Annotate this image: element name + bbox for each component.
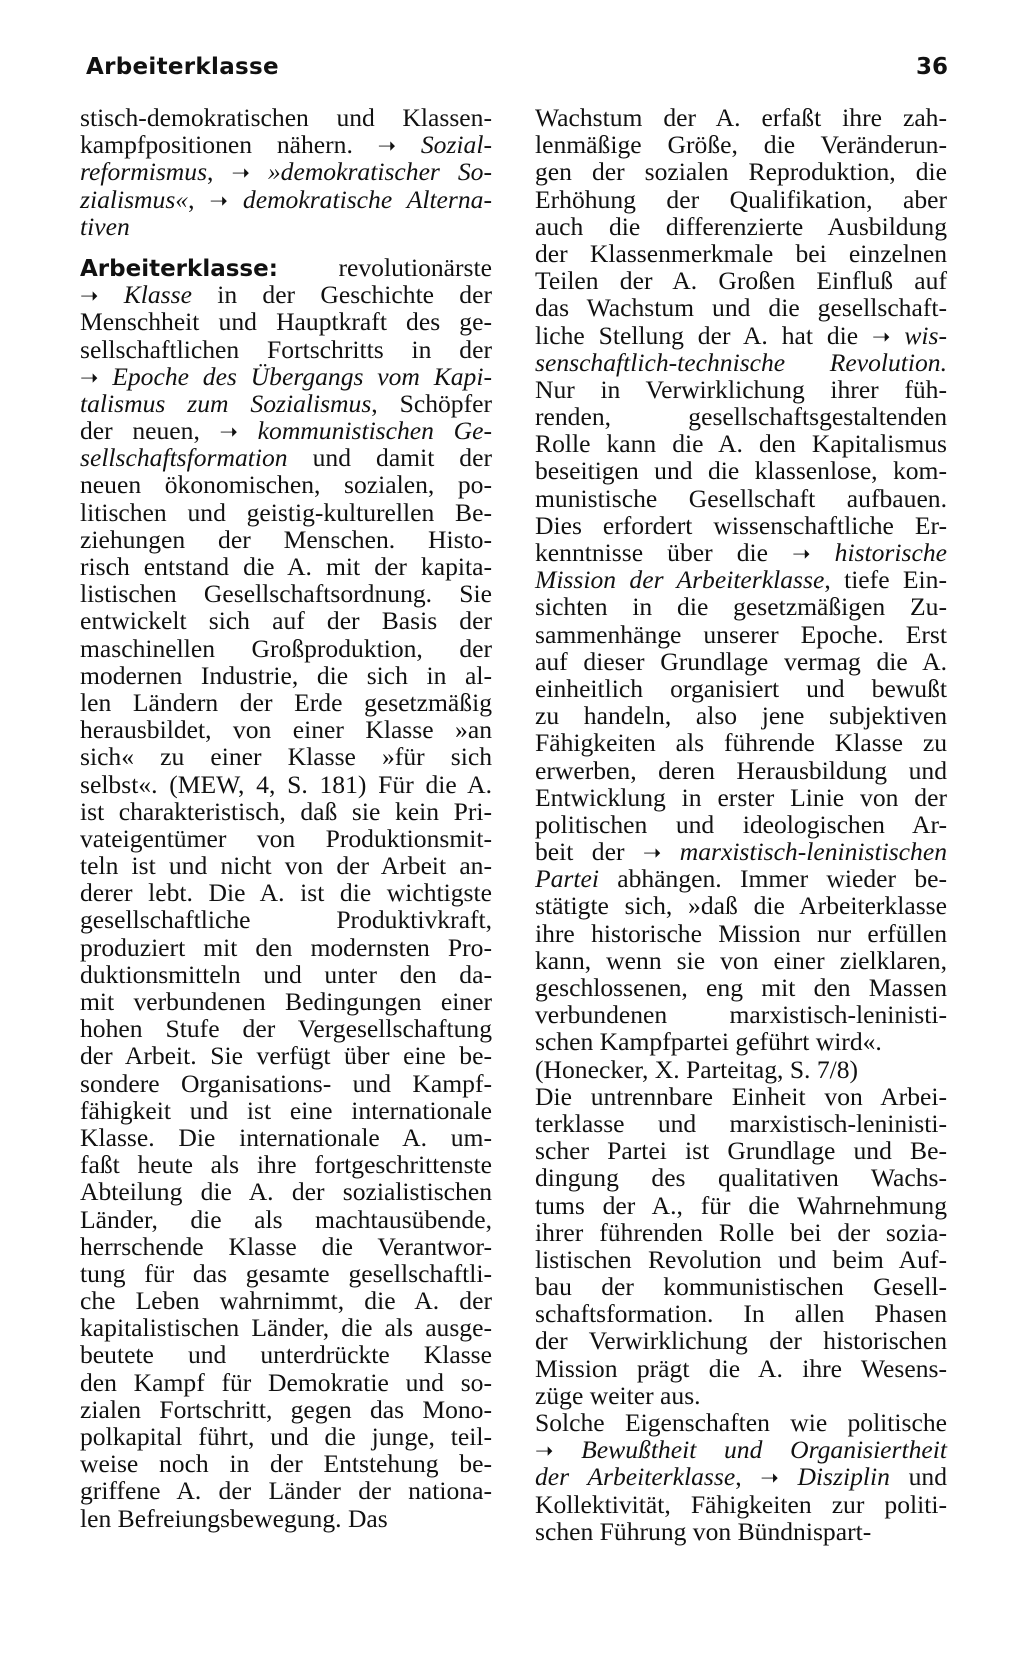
- text-line: Menschheit und Hauptkraft des ge-: [80, 307, 492, 337]
- text-line: scher Partei ist Grundlage und Be-: [535, 1136, 947, 1166]
- text-line: Nur in Verwirklichung ihrer füh-: [535, 374, 947, 404]
- text-line: tung für das gesamte gesellschaftli-: [80, 1258, 492, 1288]
- text-line: sich« zu einer Klasse »für sich: [80, 742, 492, 772]
- text-line: schaftsformation. In allen Phasen: [535, 1299, 947, 1329]
- arrow-right-icon: ➝: [231, 160, 250, 186]
- text-line: schen Führung von Bündnispart-: [535, 1516, 872, 1546]
- text-line: den Kampf für Demokratie und so-: [80, 1367, 492, 1397]
- text-line: fähigkeit und ist eine internationale: [80, 1095, 492, 1125]
- text-line: weise noch in der Entstehung be-: [80, 1449, 492, 1479]
- text-line: bau der kommunistischen Gesell-: [535, 1272, 947, 1302]
- text-line: Kollektivität, Fähigkeiten zur politi-: [535, 1489, 947, 1519]
- text-line: teln ist und nicht von der Arbeit an-: [80, 851, 492, 881]
- text-line: Klasse. Die internationale A. um-: [80, 1122, 492, 1152]
- arrow-right-icon: ➝: [377, 133, 397, 159]
- text-line: politischen und ideologischen Ar-: [535, 809, 947, 839]
- text-line: der Klassenmerkmale bei einzelnen: [535, 238, 947, 268]
- arrow-right-icon: ➝: [792, 541, 811, 566]
- text-line: der neuen, ➝ kommunistischen Ge-: [80, 416, 492, 446]
- text-line: derer lebt. Die A. ist die wichtigste: [80, 878, 492, 908]
- text-line: züge weiter aus.: [535, 1380, 701, 1410]
- paragraph-gap: [80, 240, 492, 254]
- text-line: lenmäßige Größe, die Veränderun-: [535, 130, 947, 160]
- page-number: 36: [915, 54, 948, 80]
- text-line: stätigte sich, »daß die Arbeiterklasse: [535, 891, 947, 921]
- left-column: [80, 104, 492, 1532]
- text-line: der Verwirklichung der historischen: [535, 1326, 947, 1356]
- text-line: sondere Organisations- und Kampf-: [80, 1068, 492, 1098]
- text-line: Länder, die als machtausübende,: [80, 1204, 492, 1234]
- text-line: der Arbeit. Sie verfügt über eine be-: [80, 1041, 492, 1071]
- text-line: vateigentümer von Produktionsmit-: [80, 823, 492, 853]
- text-line: Teilen der A. Großen Einfluß auf: [535, 266, 947, 296]
- text-line: talismus zum Sozialismus, Schöpfer: [80, 388, 493, 418]
- text-line: sellschaftsformation und damit der: [80, 443, 492, 473]
- text-line: kampfpositionen nähern. ➝ Sozial-: [80, 130, 492, 160]
- text-line: der Arbeiterklasse, ➝ Disziplin und: [535, 1462, 947, 1492]
- text-line: ist charakteristisch, daß sie kein Pri-: [80, 796, 492, 826]
- text-line: sellschaftlichen Fortschritts in der: [80, 334, 492, 364]
- text-line: mit verbundenen Bedingungen einer: [80, 987, 492, 1016]
- text-line: ihrer führenden Rolle bei der sozia-: [535, 1217, 947, 1247]
- arrow-right-icon: ➝: [209, 187, 228, 213]
- text-line: Mission prägt die A. ihre Wesens-: [535, 1353, 947, 1383]
- text-line: munistische Gesellschaft aufbauen.: [535, 483, 947, 513]
- text-line: Solche Eigenschaften wie politische: [535, 1408, 947, 1437]
- text-line: sammenhänge unserer Epoche. Erst: [535, 619, 947, 649]
- text-line: renden, gesellschaftsgestaltenden: [535, 402, 947, 432]
- arrow-right-icon: ➝: [642, 840, 662, 866]
- text-line: griffene A. der Länder der nationa-: [80, 1476, 492, 1506]
- text-line: modernen Industrie, die sich in al-: [80, 660, 492, 690]
- text-line: liche Stellung der A. hat die ➝ wis-: [535, 320, 947, 350]
- text-line: polkapital führt, und die junge, teil-: [80, 1422, 492, 1451]
- text-line: stisch-demokratischen und Klassen-: [80, 103, 492, 132]
- text-line: gen der sozialen Reproduktion, die: [535, 157, 947, 187]
- text-line: herrschende Klasse die Verantwor-: [80, 1231, 492, 1261]
- text-line: entwickelt sich auf der Basis der: [80, 606, 492, 636]
- text-line: maschinellen Großproduktion, der: [80, 633, 492, 663]
- text-line: tiven: [80, 211, 130, 241]
- text-line: Abteilung die A. der sozialistischen: [80, 1177, 492, 1207]
- text-line: Rolle kann die A. den Kapitalismus: [535, 429, 947, 459]
- text-line: Arbeiterklasse: revolutionärste: [80, 252, 492, 282]
- text-line: das Wachstum und die gesellschaft-: [535, 293, 947, 323]
- page-header: [86, 54, 948, 94]
- text-line: ihre historische Mission nur erfüllen: [535, 918, 947, 948]
- text-line: senschaftlich-technische Revolution.: [535, 347, 947, 377]
- running-head: Arbeiterklasse: [86, 54, 279, 80]
- text-line: len Ländern der Erde gesetzmäßig: [80, 687, 492, 717]
- text-line: che Leben wahrnimmt, die A. der: [80, 1286, 492, 1316]
- text-line: Erhöhung der Qualifikation, aber: [535, 184, 947, 214]
- text-line: schen Kampfpartei geführt wird«.: [535, 1027, 882, 1057]
- text-line: auf dieser Grundlage vermag die A.: [535, 646, 947, 676]
- arrow-right-icon: ➝: [760, 1465, 779, 1491]
- arrow-right-icon: ➝: [80, 364, 99, 390]
- text-line: Partei abhängen. Immer wieder be-: [535, 864, 947, 894]
- text-line: dingung des qualitativen Wachs-: [535, 1163, 947, 1193]
- text-line: ➝ Epoche des Übergangs vom Kapi-: [80, 361, 492, 391]
- text-line: verbundenen marxistisch-leninisti-: [535, 1000, 947, 1030]
- text-line: (Honecker, X. Parteitag, S. 7/8): [535, 1054, 859, 1084]
- text-line: beseitigen und die klassenlose, kom-: [535, 456, 947, 486]
- text-line: duktionsmitteln und unter den da-: [80, 959, 492, 989]
- text-line: risch entstand die A. mit der kapita-: [80, 552, 492, 581]
- text-line: Wachstum der A. erfaßt ihre zah-: [535, 103, 947, 132]
- text-line: Entwicklung in erster Linie von der: [535, 782, 947, 812]
- text-line: litischen und geistig-kulturellen Be-: [80, 497, 492, 527]
- text-line: zu handeln, also jene subjektiven: [535, 701, 947, 731]
- text-line: geschlossenen, eng mit den Massen: [535, 973, 947, 1002]
- arrow-right-icon: ➝: [80, 283, 99, 309]
- text-line: tums der A., für die Wahrnehmung: [535, 1190, 947, 1220]
- right-column: [535, 104, 947, 1545]
- text-line: zialismus«, ➝ demokratische Alterna-: [80, 184, 492, 214]
- text-line: gesellschaftliche Produktivkraft,: [80, 905, 492, 935]
- text-line: reformismus, ➝ »demokratischer So-: [80, 157, 492, 187]
- text-line: Die untrennbare Einheit von Arbei-: [535, 1081, 947, 1111]
- text-line: herausbildet, von einer Klasse »an: [80, 715, 492, 745]
- text-line: kapitalistischen Länder, die als ausge-: [80, 1313, 492, 1343]
- text-line: sichten in die gesetzmäßigen Zu-: [535, 592, 947, 622]
- text-line: Mission der Arbeiterklasse, tiefe Ein-: [535, 565, 947, 595]
- text-line: zialen Fortschritt, gegen das Mono-: [80, 1394, 492, 1424]
- arrow-right-icon: ➝: [872, 323, 891, 349]
- text-line: listischen Revolution und beim Auf-: [535, 1244, 947, 1274]
- text-line: erwerben, deren Herausbildung und: [535, 755, 947, 785]
- text-line: kann, wenn sie von einer zielklaren,: [535, 945, 947, 975]
- arrow-right-icon: ➝: [535, 1438, 554, 1464]
- text-line: hohen Stufe der Vergesellschaftung: [80, 1014, 492, 1044]
- text-line: einheitlich organisiert und bewußt: [535, 673, 947, 703]
- entry-headword: Arbeiterklasse:: [80, 255, 278, 282]
- text-line: terklasse und marxistisch-leninisti-: [535, 1108, 947, 1138]
- arrow-right-icon: ➝: [219, 419, 238, 445]
- text-line: Dies erfordert wissenschaftliche Er-: [535, 510, 947, 540]
- text-line: faßt heute als ihre fortgeschrittenste: [80, 1150, 492, 1180]
- text-line: listischen Gesellschaftsordnung. Sie: [80, 579, 492, 609]
- text-line: produziert mit den modernsten Pro-: [80, 932, 492, 962]
- text-line: beit der ➝ marxistisch-leninistischen: [535, 837, 947, 867]
- text-line: ➝ Bewußtheit und Organisiertheit: [535, 1435, 947, 1465]
- text-line: kenntnisse über die ➝ historische: [535, 538, 947, 567]
- text-line: selbst«. (MEW, 4, S. 181) Für die A.: [80, 769, 492, 799]
- text-line: ziehungen der Menschen. Histo-: [80, 524, 492, 554]
- text-line: neuen ökonomischen, sozialen, po-: [80, 470, 492, 500]
- text-line: len Befreiungsbewegung. Das: [80, 1503, 388, 1533]
- text-line: ➝ Klasse in der Geschichte der: [80, 280, 492, 310]
- text-line: auch die differenzierte Ausbildung: [535, 211, 947, 241]
- text-line: beutete und unterdrückte Klasse: [80, 1340, 492, 1370]
- text-line: Fähigkeiten als führende Klasse zu: [535, 728, 947, 758]
